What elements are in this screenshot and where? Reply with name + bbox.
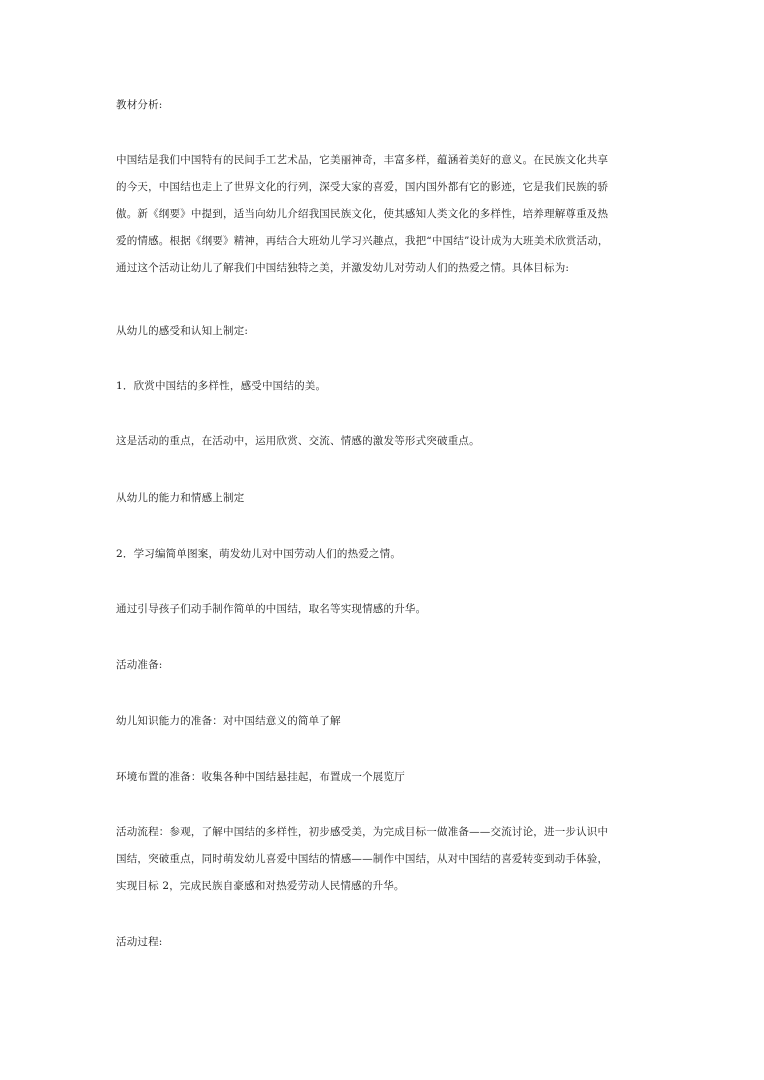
flow-line: 活动流程：参观，了解中国结的多样性，初步感受美，为完成目标一做准备——交流讨论，进一步认识中 xyxy=(116,826,609,838)
goal-1-note: 这是活动的重点，在活动中，运用欣赏、交流、情感的激发等形式突破重点。 xyxy=(116,435,480,447)
intro-line: 中国结是我们中国特有的民间手工艺术品，它美丽神奇，丰富多样，蕴涵着美好的意义。在民族文化共享 xyxy=(116,154,609,166)
flow-paragraph xyxy=(116,819,661,900)
intro-line: 的今天，中国结也走上了世界文化的行列，深受大家的喜爱，国内国外都有它的影迹，它是我们民族的骄 xyxy=(116,181,609,193)
prep-knowledge: 幼儿知识能力的准备：对中国结意义的简单了解 xyxy=(116,715,341,727)
intro-line: 傲。新《纲要》中提到，适当向幼儿介绍我国民族文化，使其感知人类文化的多样性，培养理解尊重及热 xyxy=(116,208,609,220)
goal-2-note: 通过引导孩子们动手制作简单的中国结，取名等实现情感的升华。 xyxy=(116,603,427,615)
prep-environment: 环境布置的准备：收集各种中国结悬挂起，布置成一个展览厅 xyxy=(116,771,405,783)
heading-preparation: 活动准备: xyxy=(116,659,163,671)
flow-line: 实现目标 2，完成民族自豪感和对热爱劳动人民情感的升华。 xyxy=(116,880,405,892)
goal-1: 1．欣赏中国结的多样性，感受中国结的美。 xyxy=(116,380,327,392)
goal-2: 2．学习编简单图案，萌发幼儿对中国劳动人们的热爱之情。 xyxy=(116,548,402,560)
intro-line: 爱的情感。根据《纲要》精神，再结合大班幼儿学习兴趣点，我把“中国结”设计成为大班美术欣赏活动， xyxy=(116,235,609,247)
heading-process: 活动过程: xyxy=(116,936,163,948)
flow-line: 国结，突破重点，同时萌发幼儿喜爱中国结的情感——制作中国结，从对中国结的喜爱转变到动手体验， xyxy=(116,853,609,865)
section-perception: 从幼儿的感受和认知上制定: xyxy=(116,325,249,337)
intro-paragraph xyxy=(116,147,661,282)
intro-line: 通过这个活动让幼儿了解我们中国结独特之美，并激发幼儿对劳动人们的热爱之情。具体目标为: xyxy=(116,262,570,274)
heading-analysis: 教材分析: xyxy=(116,99,163,111)
section-ability: 从幼儿的能力和情感上制定 xyxy=(116,492,245,504)
